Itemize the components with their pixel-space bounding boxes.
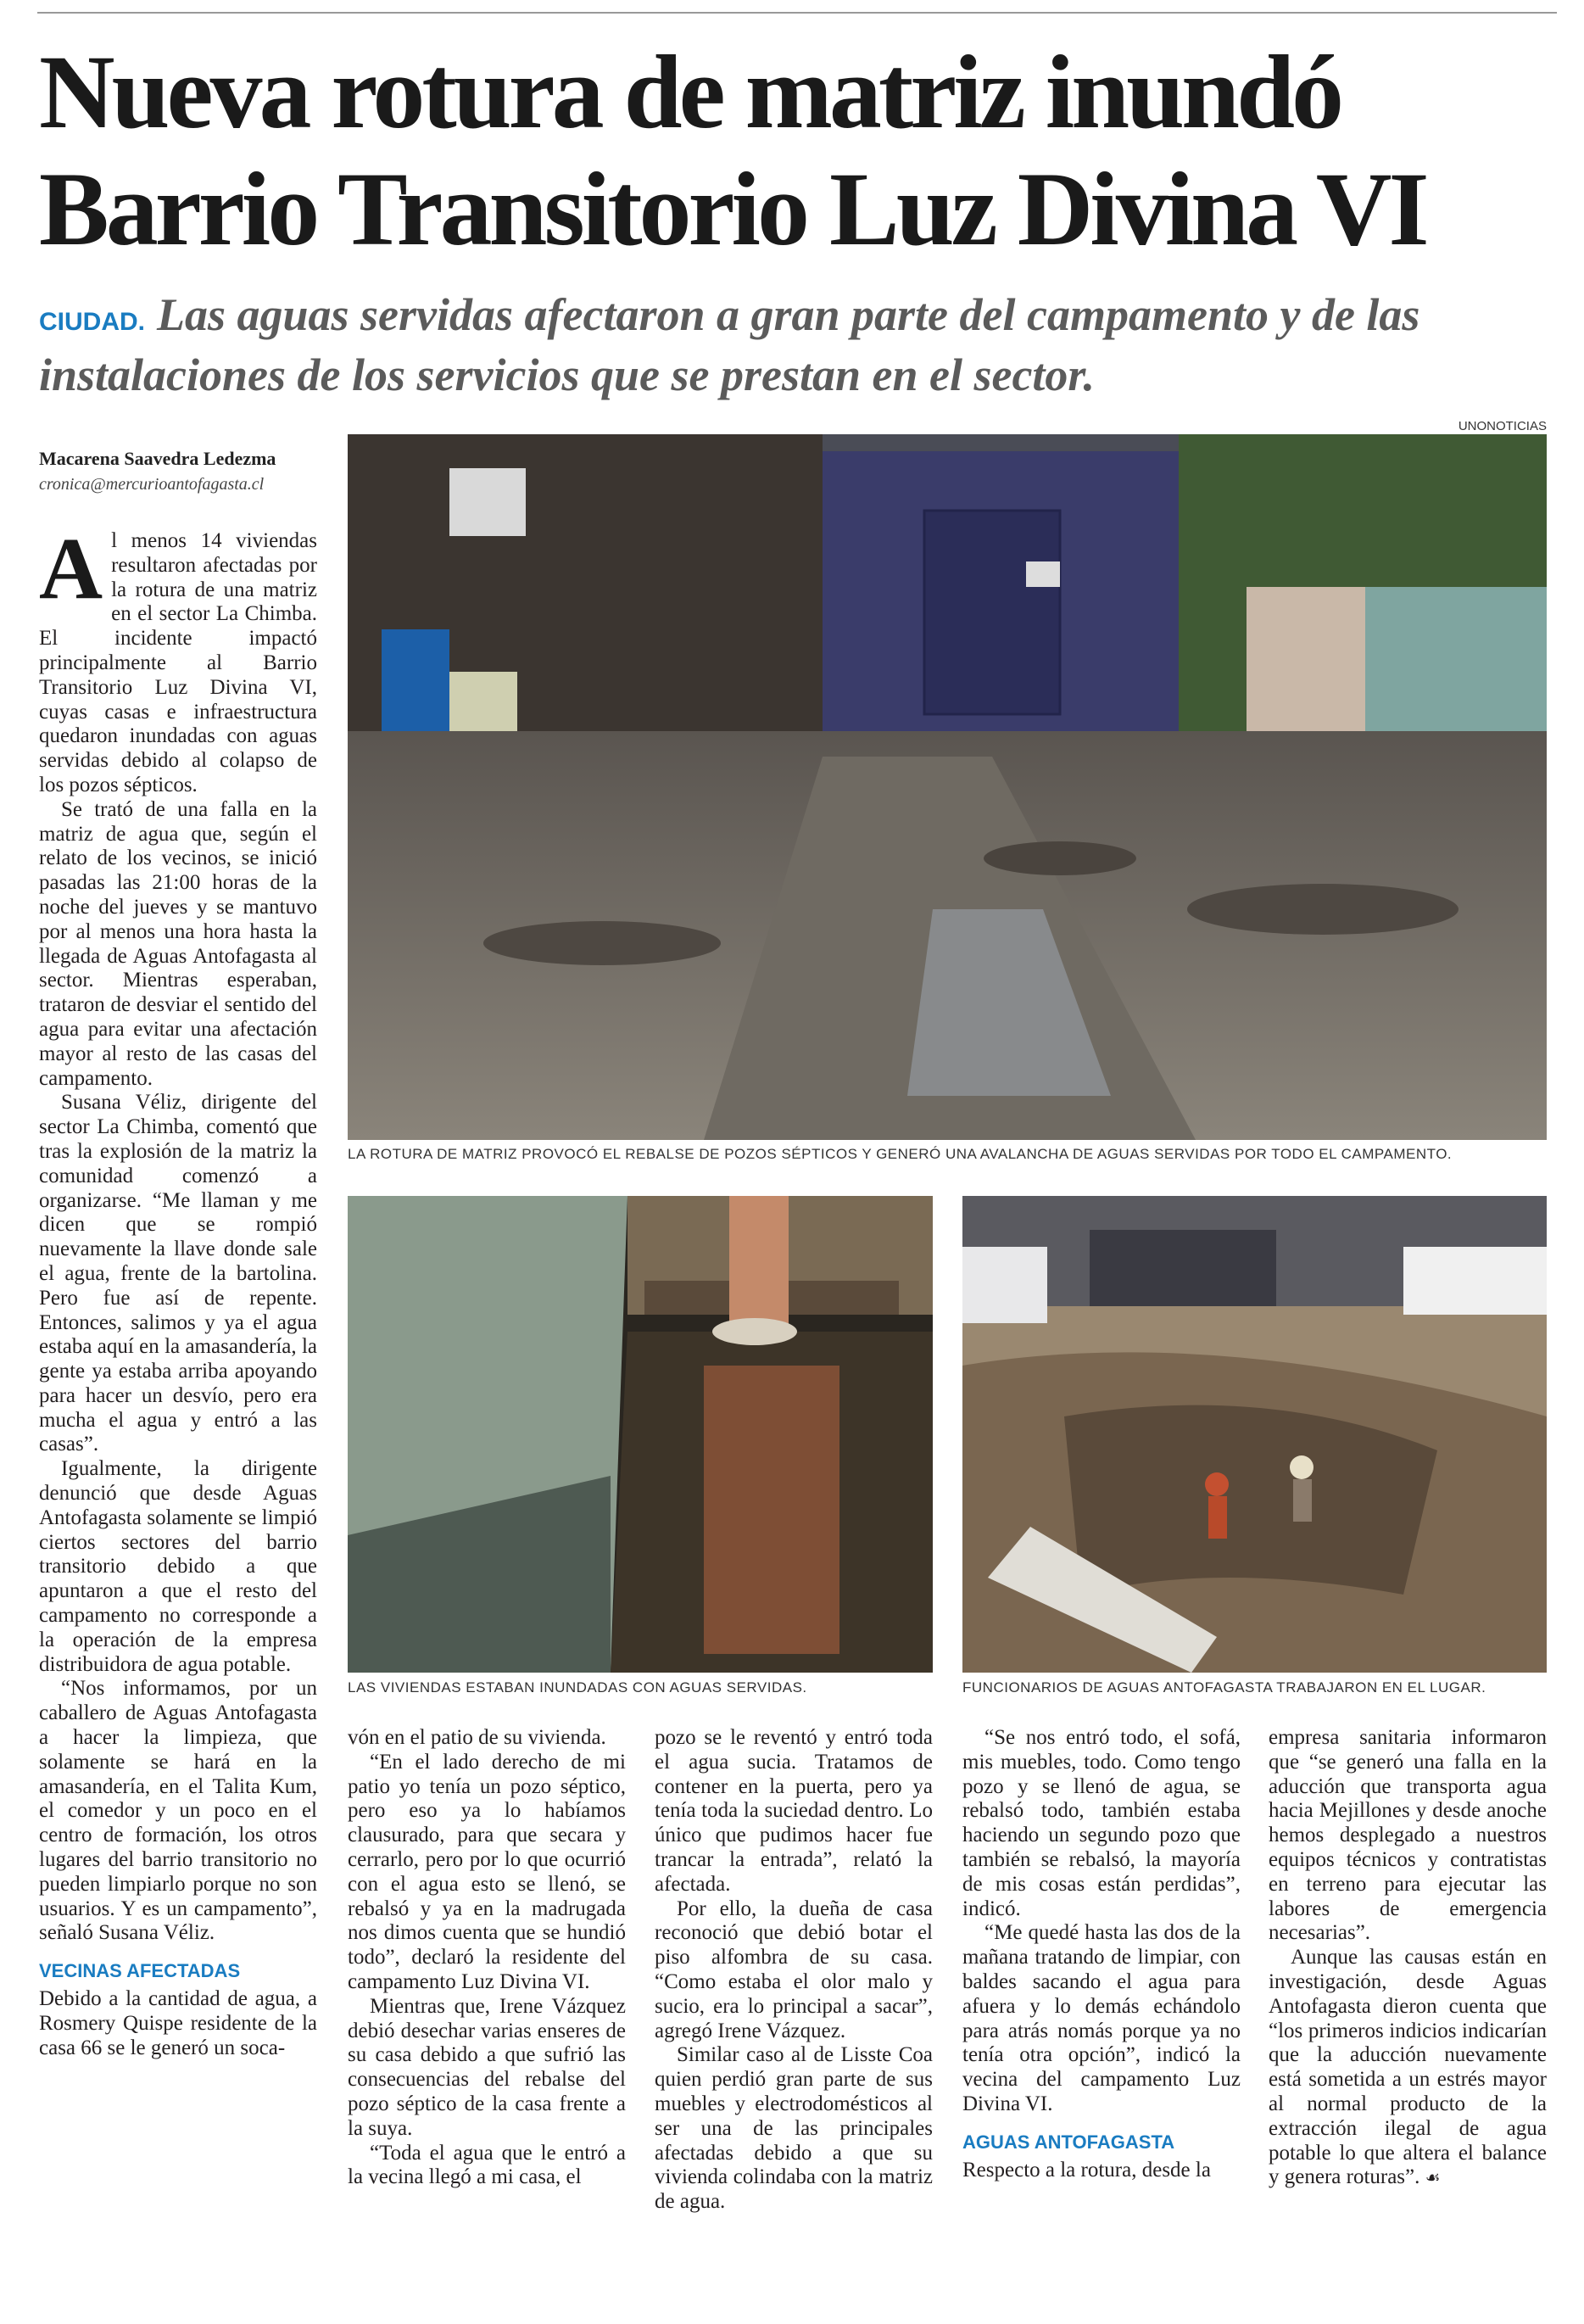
paragraph: Respecto a la rotura, desde la <box>962 2158 1211 2182</box>
main-photo-caption: LA ROTURA DE MATRIZ PROVOCÓ EL REBALSE DE POZOS SÉPTICOS Y GENERÓ UNA AVALANCHA DE AGUAS SERVIDAS POR TODO EL CAMPAMENTO. <box>348 1146 1453 1162</box>
paragraph: empresa sanitaria informaron que “se generó una falla en la aducción que transporta agua hacia Mejillones y desde anoche hemos desplegado a nuestros equipos técnicos y contratistas en terreno para ejecutar las labores de emergencia necesarias”. <box>1269 1726 1547 1945</box>
main-photo-image <box>348 434 1547 1140</box>
paragraph-text: l menos 14 viviendas resultaron afectadas por la rotura de una matriz en el sector La Chimba. El incidente impactó principalmente al Barrio Transitorio Luz Divina VI, cuyas casas e infraestructura quedaron inundadas con aguas servidas debido al colapso de los pozos sépticos. <box>39 529 317 796</box>
paragraph: pozo se le reventó y entró toda el agua sucia. Tratamos de contener en la puerta, pero ya tenía toda la suciedad dentro. Lo único que pudimos hacer fue trancar la entrada”, relató la afectada. <box>655 1726 933 1896</box>
paragraph: Mientras que, Irene Vázquez debió desechar varias enseres de su casa debido a que sufrió las consecuencias del rebalse del pozo séptico de la casa frente a la suya. <box>348 1994 626 2140</box>
paragraph <box>1269 1946 1547 2190</box>
workers-photo-caption: FUNCIONARIOS DE AGUAS ANTOFAGASTA TRABAJARON EN EL LUGAR. <box>962 1679 1486 1696</box>
end-mark-icon: ☙ <box>1425 2167 1441 2188</box>
paragraph: Debido a la cantidad de agua, a Rosmery Quispe residente de la casa 66 se le generó un soca- <box>39 1987 317 2059</box>
author-email: cronica@mercurioantofagasta.cl <box>39 475 265 494</box>
column-2 <box>348 1726 626 2190</box>
subhead-vecinas: VECINAS AFECTADAS <box>39 1960 241 1982</box>
paragraph: Se trató de una falla en la matriz de agua que, según el relato de los vecinos, se inició pasadas las 21:00 horas de la noche del jueves y se mantuvo por al menos una hora hasta la llegada de Aguas Antofagasta al sector. Mientras esperaban, trataron de desviar el sentido del agua para evitar una afectación mayor al resto de las casas del campamento. <box>39 797 317 1090</box>
column-4 <box>962 1726 1241 2182</box>
deck-text: Las aguas servidas afectaron a gran parte del campamento y de las instalaciones de los servicios que se prestan en el sector. <box>39 289 1420 400</box>
paragraph: “Nos informamos, por un caballero de Aguas Antofagasta a hacer la limpieza, que solamente se hará en la amasandería, en el Talita Kum, el comedor y un poco en el centro de formación, los otros lugares del barrio transitorio no pueden limpiarlo porque no son usuarios. Y es un campamento”, señaló Susana Véliz. <box>39 1677 317 1945</box>
column-5 <box>1269 1726 1547 2190</box>
headline-line-1: Nueva rotura de matriz inundó <box>39 34 1341 150</box>
paragraph: “Se nos entró todo, el sofá, mis muebles, todo. Como tengo pozo y se llenó de agua, se rebalsó todo, también estaba haciendo un segundo pozo que también se rebalsó, la mayoría de mis cosas están perdidas”, indicó. <box>962 1726 1241 1920</box>
top-rule <box>37 12 1557 14</box>
flood-photo-caption: LAS VIVIENDAS ESTABAN INUNDADAS CON AGUAS SERVIDAS. <box>348 1679 807 1696</box>
workers-photo-image <box>962 1196 1547 1673</box>
headline <box>39 34 1565 268</box>
photo-credit: UNONOTICIAS <box>1458 419 1547 433</box>
flood-photo-image <box>348 1196 933 1673</box>
main-photo <box>348 434 1547 1140</box>
workers-photo <box>962 1196 1547 1673</box>
paragraph: Igualmente, la dirigente denunció que desde Aguas Antofagasta solamente se limpió ciertos sectores del barrio transitorio debido a que apuntaron a que el resto del campamento no corresponde a la operación de la empresa distribuidora de agua potable. <box>39 1457 317 1676</box>
paragraph-text: Aunque las causas están en investigación, desde Aguas Antofagasta dieron cuenta que “los primeros indicios indicarían que la aducción nuevamente está sometida a un estrés mayor al normal producto de la extracción ilegal de agua potable lo que altera el balance y genera roturas”. <box>1269 1946 1547 2189</box>
paragraph: “Me quedé hasta las dos de la mañana tratando de limpiar, con baldes sacando el agua para afuera y lo demás echándolo para atrás nomás porque ya no tenía otra opción”, indicó la vecina del campamento Luz Divina VI. <box>962 1921 1241 2115</box>
paragraph: “En el lado derecho de mi patio yo tenía un pozo séptico, pero eso ya lo habíamos clausurado, para que secara y cerrarlo, pero por lo que ocurrió con el agua esto se llenó, se rebalsó y ya en la madrugada nos dimos cuenta que se hundió todo”, declaró la residente del campamento Luz Divina VI. <box>348 1750 626 1993</box>
deck <box>39 288 1565 401</box>
column-3 <box>655 1726 933 2215</box>
paragraph <box>39 520 317 798</box>
column-1 <box>39 520 317 2060</box>
paragraph: vón en el patio de su vivienda. <box>348 1726 606 1749</box>
paragraph: “Toda el agua que le entró a la vecina llegó a mi casa, el <box>348 2141 626 2189</box>
paragraph: Susana Véliz, dirigente del sector La Chimba, comentó que tras la explosión de la matriz la comunidad comenzó a organizarse. “Me llaman y me dicen que se rompió nuevamente la llave donde sale el agua, frente de la bartolina. Pero fue así de repente. Entonces, salimos y ya el agua estaba aquí en la amasandería, la gente ya estaba arriba apoyando para hacer un desvío, pero era mucha el agua y entró a las casas”. <box>39 1091 317 1456</box>
section-label: CIUDAD. <box>39 308 145 336</box>
flood-photo <box>348 1196 933 1673</box>
paragraph: Similar caso al de Lisste Coa quien perdió gran parte de sus muebles y electrodomésticos al ser una de las principales afectadas debido a que su vivienda colindaba con la matriz de agua. <box>655 2043 933 2214</box>
headline-line-2: Barrio Transitorio Luz Divina VI <box>39 151 1426 267</box>
drop-cap: A <box>39 520 103 617</box>
paragraph: Por ello, la dueña de casa reconoció que debió botar el piso alfombra de su casa. “Como estaba el olor malo y sucio, era lo principal a sacar”, agregó Irene Vázquez. <box>655 1897 933 2042</box>
author-name: Macarena Saavedra Ledezma <box>39 448 276 469</box>
subhead-aguas: AGUAS ANTOFAGASTA <box>962 2131 1175 2153</box>
